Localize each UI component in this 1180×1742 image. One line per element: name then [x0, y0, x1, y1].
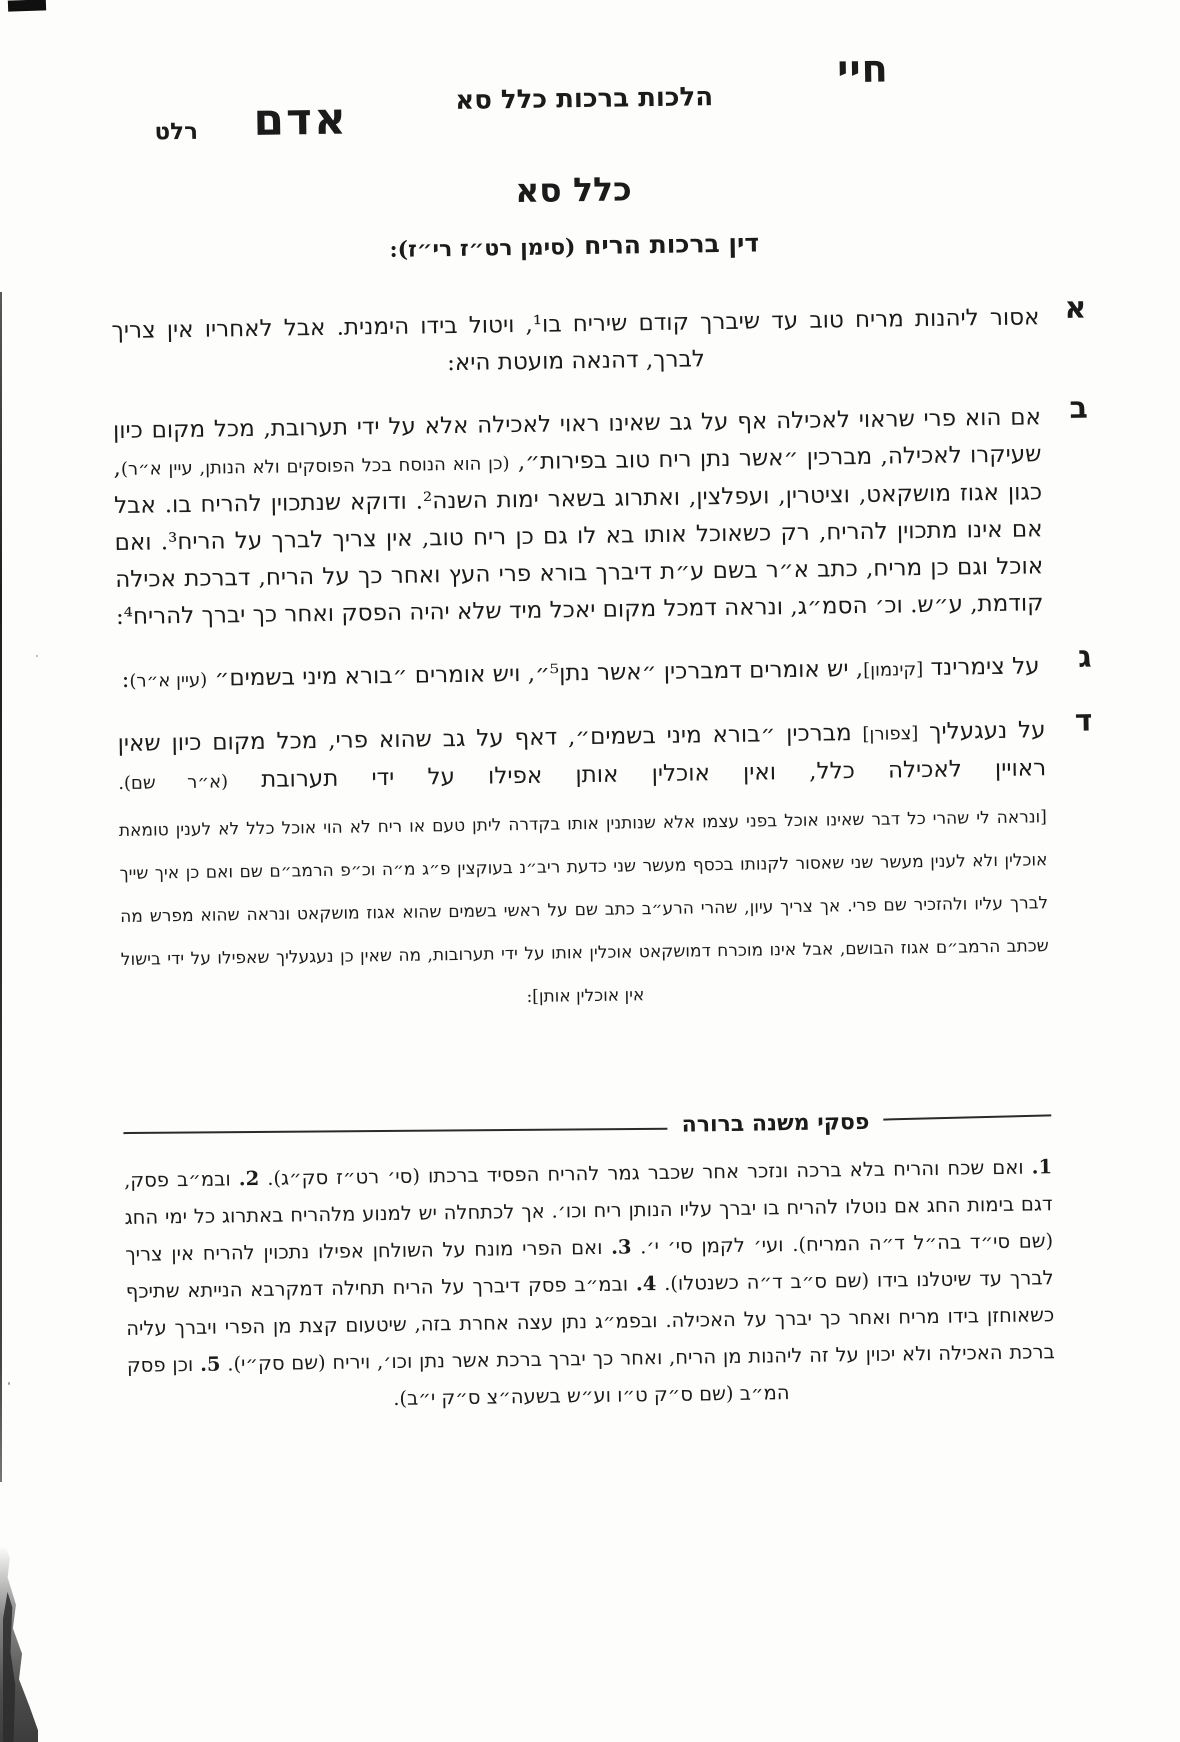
- paragraph-bet-gloss: (כן הוא הנוסח בכל הפוסקים ולא הנותן, עיין א״ר): [120, 453, 510, 480]
- paragraph-gimel-text: :: [121, 666, 130, 693]
- book-title-left: אדם: [253, 93, 349, 146]
- paragraph-dalet-gloss: [צפורן]: [862, 723, 919, 745]
- note-text: וכן פסק המ״ב (שם ס״ק ט״ו וע״ש בשעה״צ ס״ק י״ב).: [126, 1352, 790, 1410]
- paragraph-alef: [111, 290, 1087, 387]
- section-subtitle: [110, 224, 1038, 267]
- page-header: [0, 0, 1172, 169]
- section-title: כלל סא: [514, 169, 633, 211]
- mishnah-berurah-section: [123, 1106, 1055, 1421]
- paragraph-dalet-text: על נעגעליך: [918, 717, 1046, 746]
- paragraph-bet-text: אם הוא פרי שראוי לאכילה אף על גב שאינו ראוי לאכילה אלא על ידי תערובת, מכל מקום כיון שעיקרו לאכילה, מברכין ״אשר נתן ריח טוב בפירות״,: [112, 404, 1042, 476]
- author-bracketed-note: [ונראה לי שהרי כל דבר שאינו אוכל בפני עצמו אלא שנותנין אותו בקדרה ליתן טעם או ריח לא הוי אוכל כלל לא לענין טומאת אוכלין ולא לענין מעשר שני שאסור לקנותו בכסף מעשר שני כדעת ריב״נ בעוקצין פ״ג מ״ה וכ״פ הרמב״ם שם ואם כן איך שייך לברך עליו ולהזכיר שם פרי. אך צריך עיון, שהרי הרע״ב כתב שם על ראשי בשמים שהוא אגוז מושקאט ונראה שהוא מפרש מה שכתב הרמב״ם אגוז הבושם, אבל אינו מוכרח דמושקאט אוכלין אותו על ידי תערובות, מה שאין כן נעגעליך שאפילו על ידי בישול אין אוכלין אותן]:: [118, 807, 1049, 1007]
- paragraph-gimel: [116, 639, 1092, 700]
- subtitle-main: דין ברכות הריח: [583, 228, 760, 261]
- divider-line-right: [883, 1114, 1051, 1120]
- paragraph-bet: [112, 390, 1089, 636]
- text-column: [109, 163, 1093, 1421]
- subtitle-reference: (סימן רט״ז רי״ז):: [389, 234, 576, 263]
- running-title: הלכות ברכות כלל סא: [455, 82, 714, 116]
- note-text: ואם הפרי מונח על השולחן אפילו נתכוין להריח אין צריך לברך עד שיטלנו בידו (שם ס״ב ד״ה כשנטלו).: [125, 1235, 1054, 1295]
- paragraph-gimel-text: על צימרינד: [923, 653, 1040, 682]
- paragraph-gimel-gloss: [קינמון]: [862, 659, 924, 681]
- paragraph-dalet: [117, 703, 1093, 802]
- note-number: 3.: [610, 1235, 632, 1259]
- note-text: ובמ״ב פסק, דגם בימות החג אם נוטלו להריח בו יברך עליו הנותן ריח וכו׳. אך לכתחלה יש למנוע מלהריח באתרוג כל ימי החג (שם סי״ד בה״ל ד״ה המריח). ועי׳ לקמן סי׳ י׳.: [123, 1167, 1054, 1259]
- book-title-right: חיי: [836, 45, 890, 92]
- note-number: 1.: [1031, 1155, 1053, 1179]
- paragraph-bet-text: , כגון אגוז מושקאט, וציטרין, ועפלצין, ואתרוג בשאר ימות השנה². ודוקא שנתכוין להריח בו. אבל אם אינו מתכוין להריח, רק כשאוכל אותו בא לו גם כן ריח טוב, אין צריך לברך על הריח³. ואם אוכל וגם כן מריח, כתב א״ר בשם ע״ת דיברך בורא פרי העץ ואחר כך על הריח, דברכת אכילה קודמת, ע״ש. וכ׳ הסמ״ג, ונראה דמכל מקום יאכל מיד שלא יהיה הפסק ואחר כך יברך להריח⁴:: [113, 454, 1044, 631]
- mishnah-berurah-title: פסקי משנה ברורה: [681, 1108, 870, 1138]
- note-number: 2.: [238, 1166, 260, 1191]
- page-number: רלט: [154, 117, 199, 146]
- paragraph-alef-text: אסור ליהנות מריח טוב עד שיברך קודם שיריח בו¹, ויטול בידו הימנית. אבל לאחריו אין צריך לברך, דהנאה מועטת היא:: [111, 304, 1040, 377]
- divider-line-left: [123, 1128, 667, 1134]
- paragraph-dalet-reference: (א״ר שם).: [118, 771, 229, 795]
- note-text: ובמ״ב פסק דיברך על הריח תחילה דמקרבא הנייתא שתיכף כשאוחזן בידו מריח ואחר כך יברך על האכילה. ובפמ״ג נתן עצה אחרת בזה, שיטעום קצת מן הפרי ויברך עליה ברכת האכילה ולא יכוין על זה ליהנות מן הריח, ואחר כך יברך ברכת אשר נתן וכו׳, ויריח (שם סק״י).: [125, 1272, 1055, 1376]
- mishnah-berurah-header-row: [123, 1106, 1051, 1146]
- paragraph-letter-dalet: ד: [1074, 703, 1093, 739]
- paragraph-gimel-reference: (עיין א״ר): [129, 669, 208, 692]
- mishnah-berurah-notes: [124, 1148, 1056, 1421]
- paragraph-dalet-text: מברכין ״בורא מיני בשמים״, דאף על גב שהוא פרי, מכל מקום כיון שאין ראויין לאכילה כלל, ואין אוכלין אותן אפילו על ידי תערובת: [117, 719, 1047, 794]
- paragraph-gimel-text: , יש אומרים דמברכין ״אשר נתן⁵״, ויש אומרים ״בורא מיני בשמים״: [207, 655, 864, 692]
- note-text: ואם שכח והריח בלא ברכה ונזכר אחר שכבר גמר להריח הפסיד ברכתו (סי׳ רט״ז סק״ג).: [267, 1155, 1024, 1190]
- paragraph-letter-gimel: ג: [1077, 639, 1092, 675]
- note-number: 5.: [199, 1352, 221, 1376]
- note-number: 4.: [635, 1272, 657, 1296]
- paragraph-letter-alef: א: [1064, 290, 1087, 326]
- paragraph-letter-bet: ב: [1069, 390, 1089, 426]
